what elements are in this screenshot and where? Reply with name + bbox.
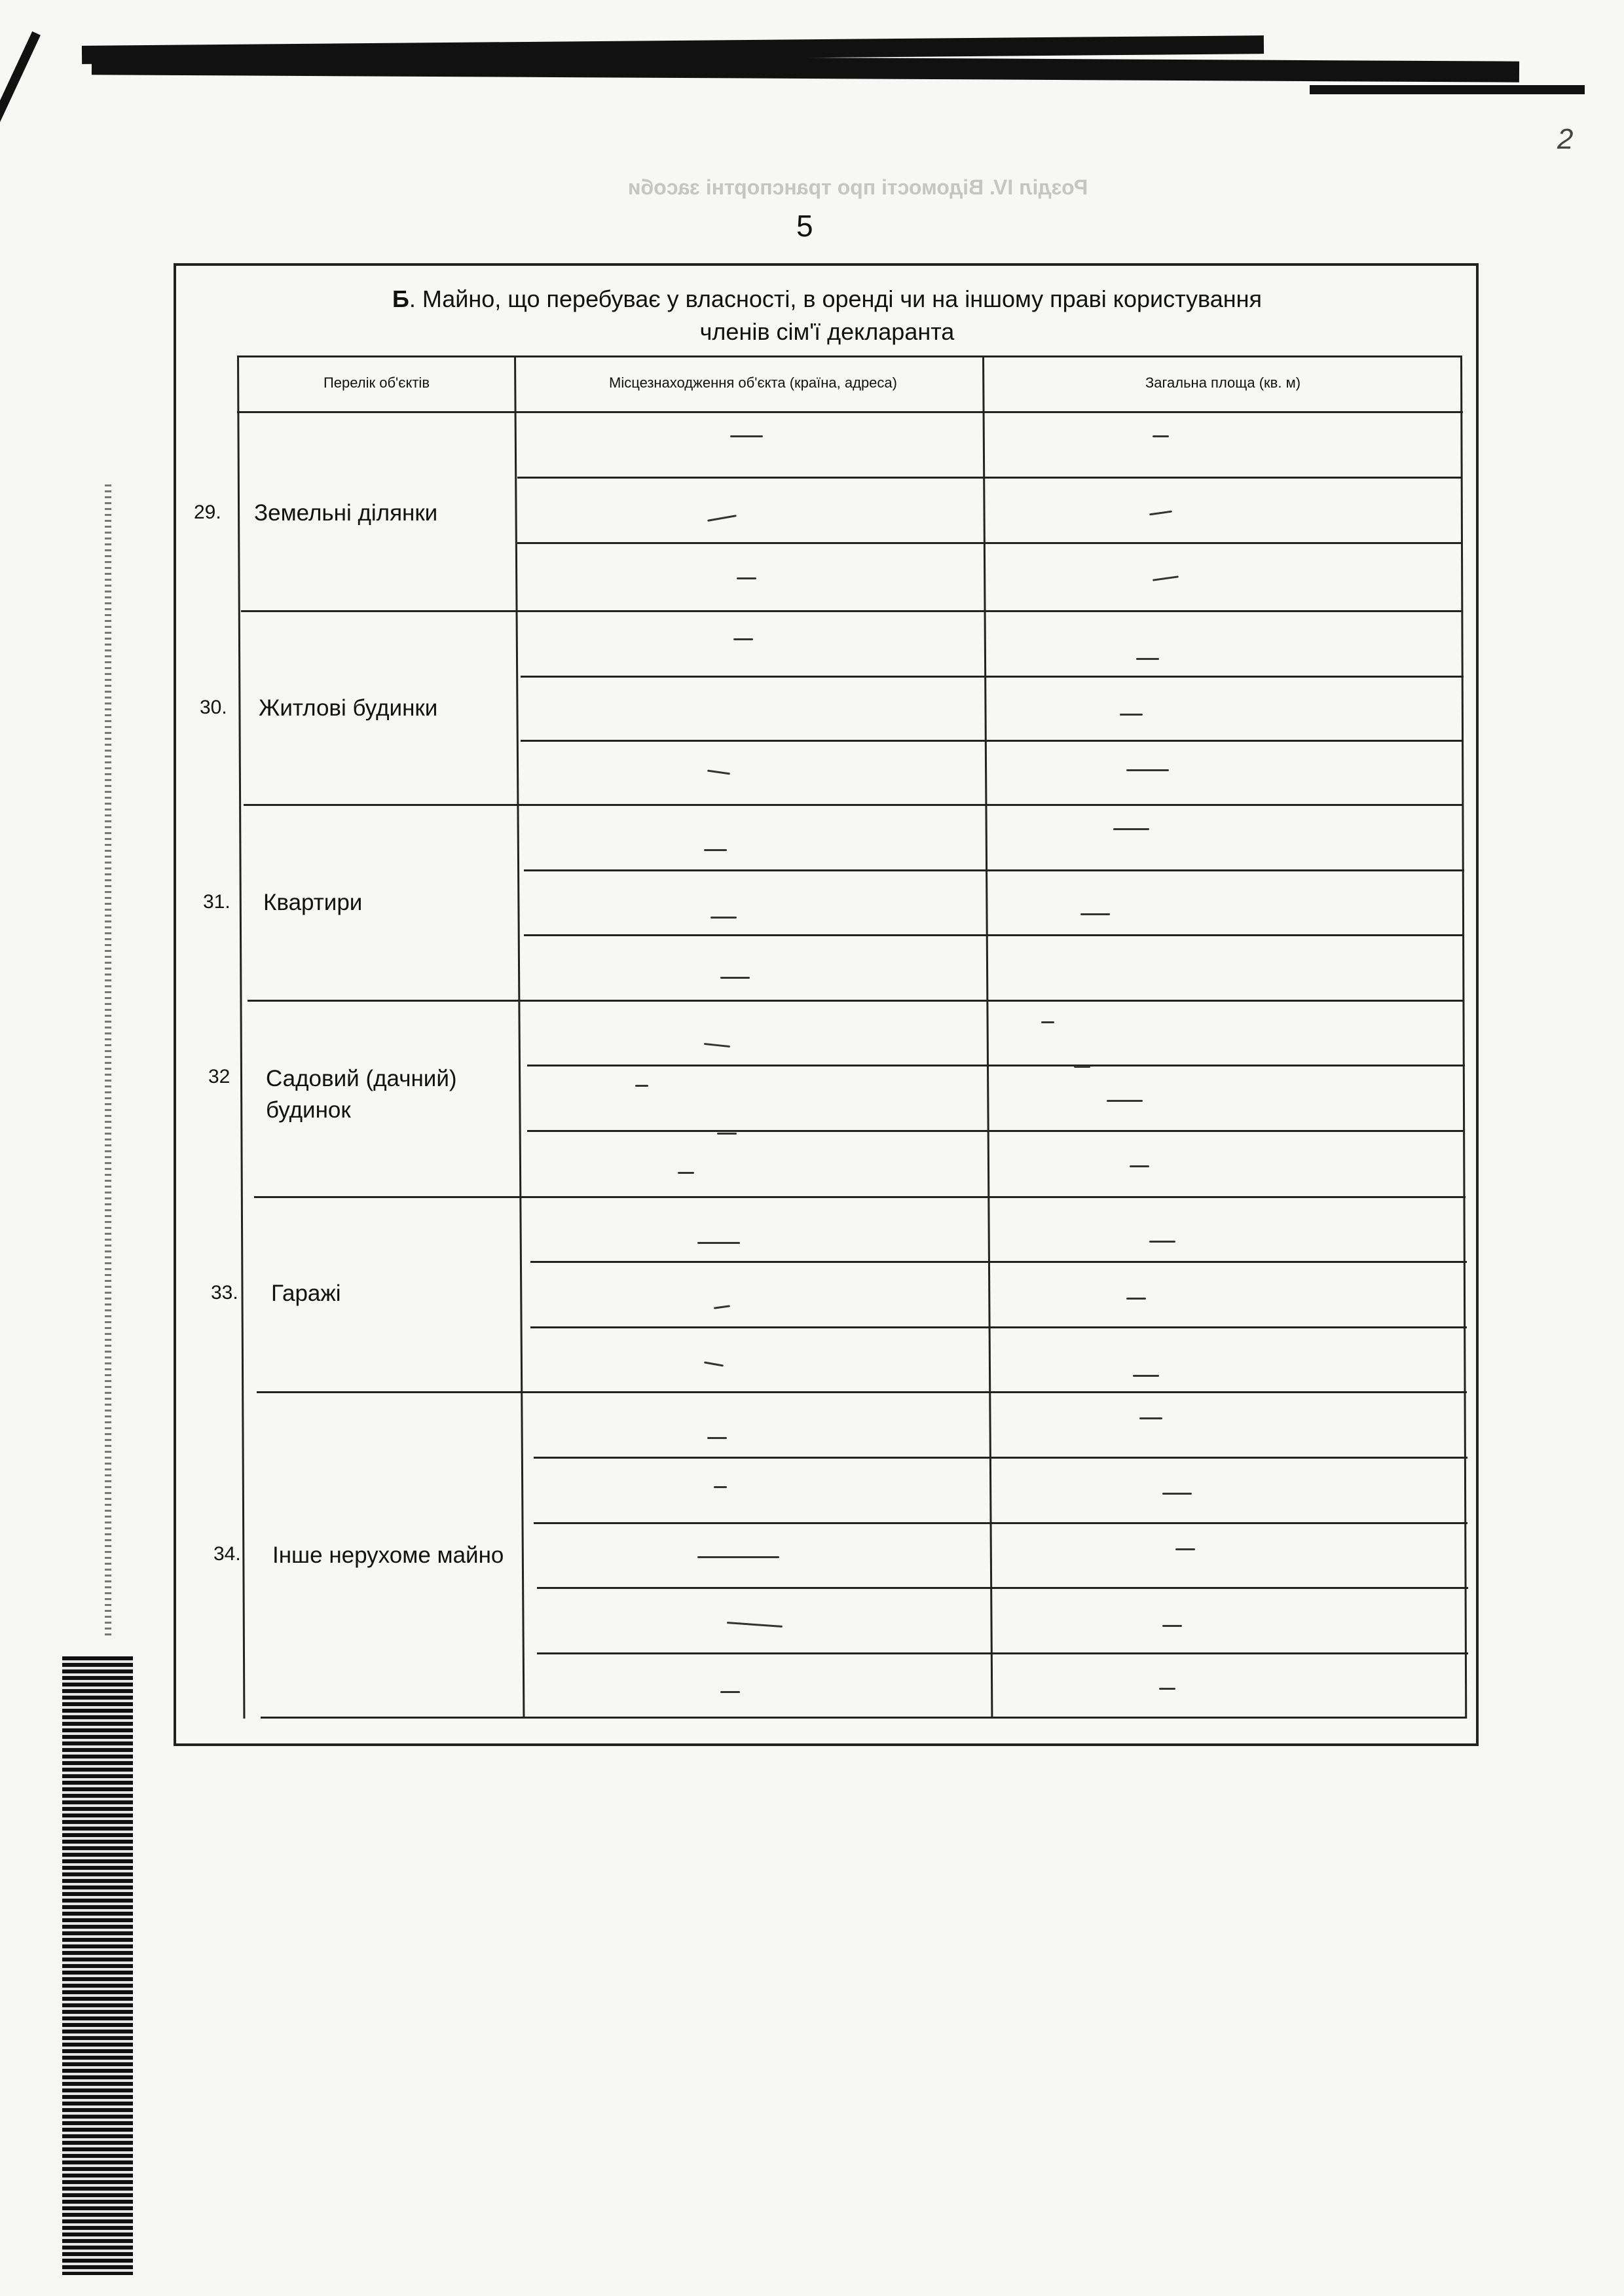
handwritten-dash: [1120, 714, 1143, 716]
group-separator-29-30: [241, 610, 1462, 612]
col-header-objects: Перелік об'єктів: [323, 374, 430, 391]
handwritten-dash: [717, 1133, 737, 1135]
sub-row-line: [524, 869, 1464, 871]
scan-artifact-left-dots: [105, 484, 111, 1637]
row-label-garden-house: Садовий (дачний) будинок: [266, 1066, 457, 1123]
scan-artifact-top-bar-3: [1310, 85, 1585, 94]
row-number-30: 30.: [200, 697, 227, 718]
group-separator-31-32: [248, 1000, 1464, 1002]
row-label-land: Земельні ділянки: [254, 500, 438, 526]
group-separator-33-34: [257, 1391, 1467, 1393]
handwritten-dash: [733, 638, 753, 640]
section-title: [175, 283, 1479, 348]
row-number-34: 34.: [213, 1543, 241, 1565]
handwritten-dash: [697, 1242, 740, 1244]
sub-row-line: [527, 1130, 1465, 1132]
sub-row-line: [534, 1522, 1467, 1524]
table-bottom-border: [261, 1717, 1467, 1719]
sub-row-line: [517, 477, 1462, 479]
group-separator-30-31: [244, 804, 1463, 806]
sub-row-line: [530, 1261, 1467, 1263]
scan-artifact-left-edge: [0, 31, 41, 172]
handwritten-dash: [1175, 1548, 1195, 1550]
row-number-32: 32: [208, 1066, 231, 1087]
handwritten-dash: [714, 1486, 727, 1488]
handwritten-dash: [1136, 658, 1159, 660]
handwritten-dash: [697, 1556, 779, 1558]
row-label-apartments: Квартири: [263, 890, 363, 915]
table-header-bottom-border: [237, 411, 1463, 413]
handwritten-dash: [730, 435, 763, 437]
scan-artifact-left-stripes: [62, 1656, 133, 2275]
sub-row-line: [530, 1326, 1467, 1328]
handwritten-dash: [1162, 1493, 1192, 1495]
sub-row-line: [521, 740, 1464, 742]
table-top-border: [237, 355, 1462, 357]
sub-row-line: [521, 676, 1464, 678]
col-header-area: Загальна площа (кв. м): [1145, 374, 1301, 391]
handwritten-dash: [737, 577, 756, 579]
handwritten-dash: [678, 1172, 694, 1174]
handwritten-dash: [1041, 1021, 1054, 1023]
section-title-letter: Б: [392, 285, 409, 312]
corner-mark: 2: [1557, 123, 1574, 155]
handwritten-dash: [1126, 769, 1169, 771]
handwritten-dash: [1139, 1417, 1162, 1419]
col-header-location: Місцезнаходження об'єкта (країна, адреса): [609, 374, 897, 391]
handwritten-dash: [1126, 1298, 1146, 1300]
row-label-other-property: Інше нерухоме майно: [272, 1542, 504, 1568]
handwritten-dash: [720, 977, 750, 979]
section-title-text: . Майно, що перебуває у власності, в оренді чи на іншому праві користування: [409, 285, 1262, 312]
section-title-line2: членів сім'ї декларанта: [699, 318, 955, 345]
row-number-29: 29.: [194, 501, 221, 523]
sub-row-line: [537, 1652, 1468, 1654]
sub-row-line: [517, 542, 1462, 544]
handwritten-dash: [1133, 1375, 1159, 1377]
group-separator-32-33: [254, 1196, 1466, 1198]
handwritten-dash: [1074, 1066, 1090, 1068]
handwritten-dash: [710, 917, 737, 919]
handwritten-dash: [707, 1437, 727, 1439]
row-label-houses: Житлові будинки: [259, 695, 438, 721]
handwritten-dash: [1149, 1241, 1175, 1243]
handwritten-dash: [1080, 913, 1110, 915]
sub-row-line: [534, 1457, 1467, 1459]
row-number-31: 31.: [203, 891, 231, 913]
sub-row-line: [527, 1065, 1465, 1066]
sub-row-line: [537, 1587, 1468, 1589]
handwritten-dash: [720, 1691, 740, 1693]
sub-row-line: [524, 934, 1464, 936]
handwritten-dash: [1162, 1625, 1182, 1627]
handwritten-dash: [1113, 828, 1149, 830]
handwritten-dash: [1130, 1165, 1149, 1167]
page-number: 5: [796, 209, 813, 243]
handwritten-dash: [704, 849, 727, 851]
handwritten-dash: [635, 1085, 648, 1087]
handwritten-dash: [1107, 1100, 1143, 1102]
row-label-garages: Гаражі: [271, 1281, 341, 1306]
handwritten-dash: [1153, 435, 1169, 437]
background-bleed-header: Розділ IV. Відомості про транспортні засоби: [627, 175, 1088, 199]
handwritten-dash: [1159, 1688, 1175, 1690]
row-number-33: 33.: [211, 1282, 238, 1303]
scan-artifact-top-bar-2: [92, 54, 1519, 82]
